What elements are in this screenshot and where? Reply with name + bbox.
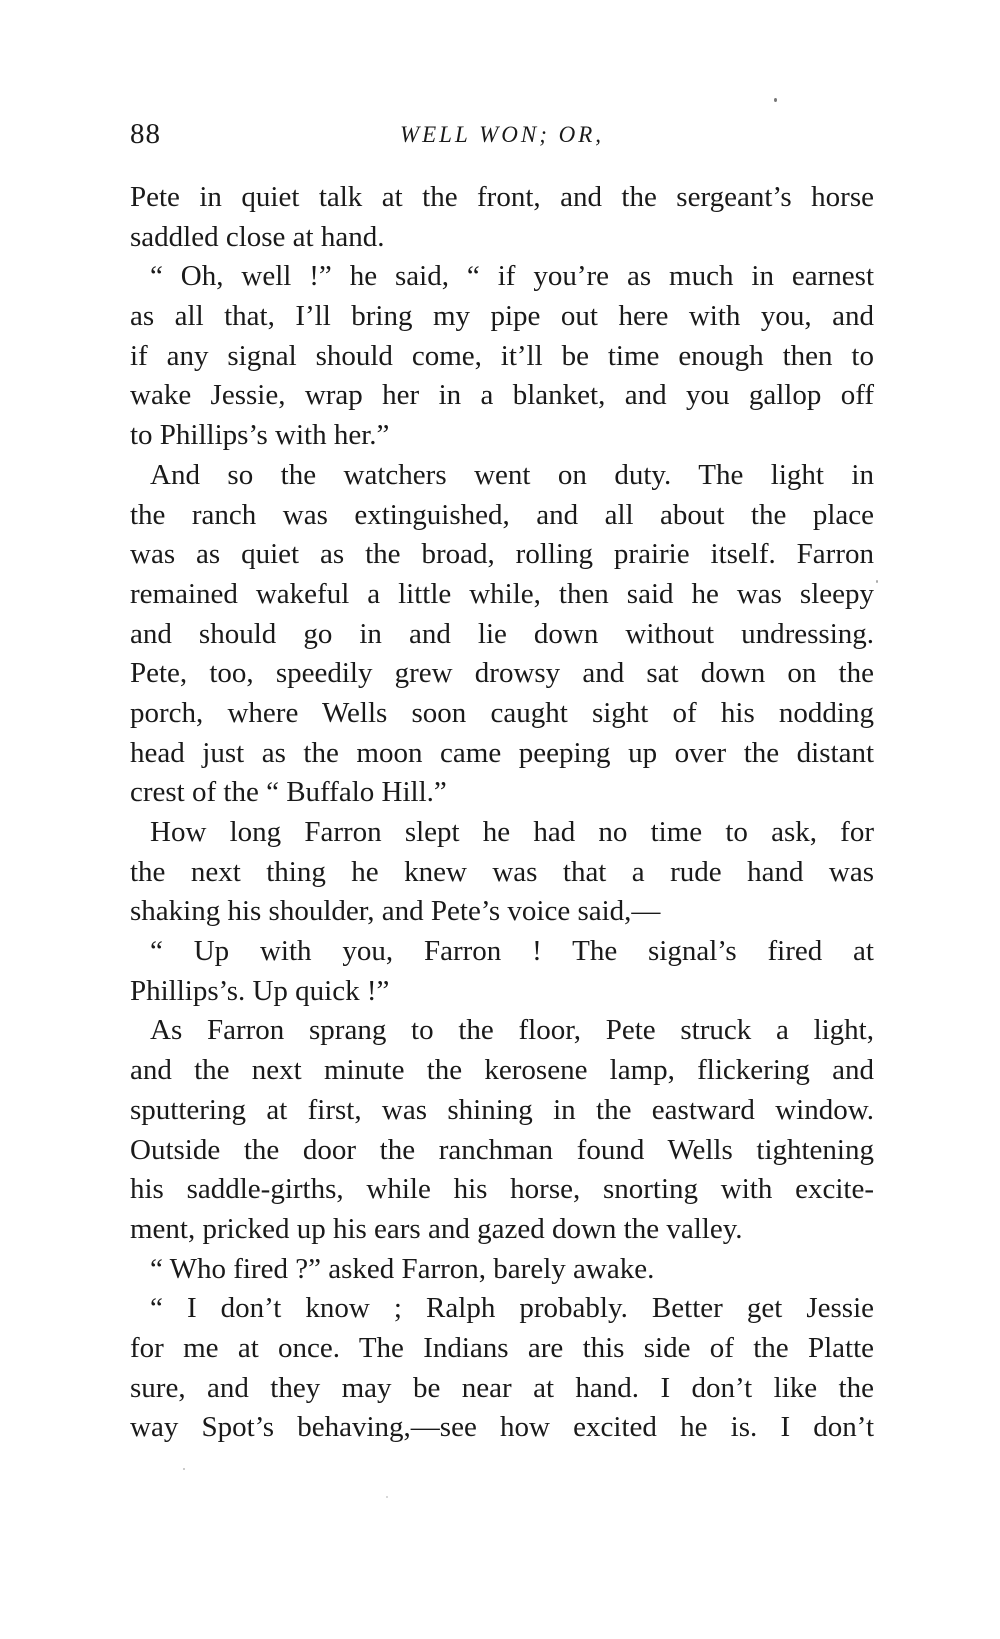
text-line: Outside the door the ranchman found Wells tightening xyxy=(130,1133,874,1166)
text-line: How long Farron slept he had no time to ask, for xyxy=(150,816,874,848)
text-line: as all that, I’ll bring my pipe out here with you, and xyxy=(130,300,874,333)
text-line: ment, pricked up his ears and gazed down the valley. xyxy=(130,1212,743,1245)
text-line: way Spot’s behaving,—see how excited he is. I don’t xyxy=(130,1411,874,1444)
text-line: Pete, too, speedily grew drowsy and sat down on the xyxy=(130,657,874,690)
text-line: And so the watchers went on duty. The light in xyxy=(150,458,874,491)
text-line: head just as the moon came peeping up over the distant xyxy=(130,736,874,769)
text-line: saddled close at hand. xyxy=(130,220,385,253)
page-number: 88 xyxy=(130,118,161,150)
body-text xyxy=(130,178,874,1448)
text-line: the ranch was extinguished, and all about the place xyxy=(130,498,874,531)
text-line: was as quiet as the broad, rolling prairie itself. Farron xyxy=(130,538,874,571)
text-line: As Farron sprang to the floor, Pete struck a light, xyxy=(150,1014,874,1047)
text-line: “ Oh, well !” he said, “ if you’re as much in earnest xyxy=(150,260,874,293)
scan-speck xyxy=(386,1496,388,1498)
text-line: sure, and they may be near at hand. I don’t like the xyxy=(130,1371,874,1404)
text-line: Phillips’s. Up quick !” xyxy=(130,974,390,1007)
text-line: crest of the “ Buffalo Hill.” xyxy=(130,776,447,809)
scan-speck xyxy=(876,580,878,583)
text-line: “ Up with you, Farron ! The signal’s fired at xyxy=(150,935,874,968)
text-line: the next thing he knew was that a rude hand was xyxy=(130,855,874,888)
text-line: and should go in and lie down without undressing. xyxy=(130,617,874,650)
text-line: “ Who fired ?” asked Farron, barely awake. xyxy=(150,1252,655,1285)
text-line: porch, where Wells soon caught sight of his nodding xyxy=(130,696,874,729)
text-line: “ I don’t know ; Ralph probably. Better get Jessie xyxy=(150,1292,874,1325)
text-line: wake Jessie, wrap her in a blanket, and you gallop off xyxy=(130,379,874,412)
text-line: sputtering at first, was shining in the eastward window. xyxy=(130,1093,874,1126)
text-line: to Phillips’s with her.” xyxy=(130,419,390,452)
scan-speck xyxy=(774,98,777,102)
page-header xyxy=(130,118,874,158)
text-line: if any signal should come, it’ll be time enough then to xyxy=(130,339,874,372)
scan-speck xyxy=(183,1468,185,1470)
running-head: WELL WON; OR, xyxy=(399,122,605,147)
text-line: Pete in quiet talk at the front, and the sergeant’s horse xyxy=(130,181,874,213)
text-line: and the next minute the kerosene lamp, flickering and xyxy=(130,1054,874,1087)
text-line: remained wakeful a little while, then said he was sleepy xyxy=(130,577,874,610)
text-line: his saddle-girths, while his horse, snorting with excite- xyxy=(130,1173,874,1206)
text-line: shaking his shoulder, and Pete’s voice said,— xyxy=(130,895,661,928)
text-line: for me at once. The Indians are this side of the Platte xyxy=(130,1331,874,1364)
